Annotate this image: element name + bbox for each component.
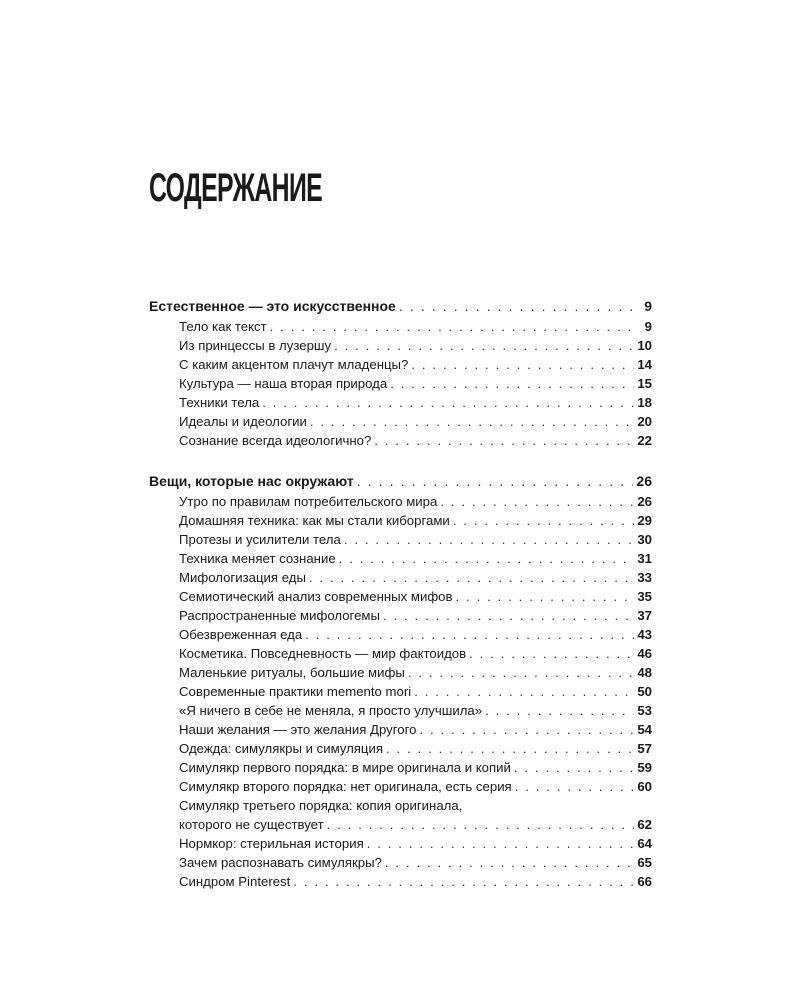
leader-dots bbox=[419, 720, 634, 739]
leader-dots bbox=[408, 663, 635, 682]
toc-entry-title: Идеалы и идеологии bbox=[179, 414, 307, 429]
toc-page-number: 50 bbox=[637, 684, 652, 699]
toc-entry-title: Нормкор: стерильная история bbox=[179, 836, 364, 851]
leader-dots bbox=[374, 431, 634, 450]
page-title: СОДЕРЖАНИЕ bbox=[149, 166, 323, 210]
toc-entry[interactable] bbox=[149, 777, 652, 796]
table-of-contents bbox=[149, 295, 652, 891]
toc-page-number: 66 bbox=[637, 874, 652, 889]
toc-entry[interactable] bbox=[149, 625, 652, 644]
toc-entry[interactable] bbox=[149, 663, 652, 682]
toc-entry[interactable] bbox=[149, 587, 652, 606]
leader-dots bbox=[305, 625, 634, 644]
leader-dots bbox=[310, 412, 634, 431]
leader-dots bbox=[515, 777, 635, 796]
toc-entry-title: Синдром Pinterest bbox=[179, 874, 291, 889]
toc-page-number: 9 bbox=[644, 319, 652, 334]
leader-dots bbox=[293, 872, 634, 891]
leader-dots bbox=[383, 606, 634, 625]
leader-dots bbox=[469, 644, 634, 663]
toc-entry[interactable] bbox=[149, 374, 652, 393]
leader-dots bbox=[485, 701, 634, 720]
toc-entry-title: Мифологизация еды bbox=[179, 570, 306, 585]
toc-page-number: 9 bbox=[644, 298, 652, 314]
toc-entry-title: Современные практики memento mori bbox=[179, 684, 412, 699]
toc-entry[interactable] bbox=[149, 393, 652, 412]
toc-page-number: 65 bbox=[637, 855, 652, 870]
toc-entry[interactable] bbox=[149, 549, 652, 568]
toc-entry-title: Маленькие ритуалы, большие мифы bbox=[179, 665, 405, 680]
toc-page-number: 30 bbox=[637, 532, 652, 547]
toc-page-number: 33 bbox=[637, 570, 652, 585]
leader-dots bbox=[390, 374, 634, 393]
toc-entry[interactable] bbox=[149, 796, 652, 834]
toc-page-number: 59 bbox=[637, 760, 652, 775]
leader-dots bbox=[386, 739, 634, 758]
toc-entry-title: Утро по правилам потребительского мира bbox=[179, 494, 438, 509]
toc-entry-title: Зачем распознавать симулякры? bbox=[179, 855, 382, 870]
toc-entry-title: С каким акцентом плачут младенцы? bbox=[179, 357, 409, 372]
leader-dots bbox=[414, 682, 634, 701]
leader-dots bbox=[327, 815, 635, 834]
toc-entry-title: Техника меняет сознание bbox=[179, 551, 336, 566]
toc-entry[interactable] bbox=[149, 492, 652, 511]
toc-page-number: 37 bbox=[637, 608, 652, 623]
toc-entry-title: «Я ничего в себе не меняла, я просто улучшила» bbox=[179, 703, 483, 718]
toc-entry[interactable] bbox=[149, 834, 652, 853]
toc-page-number: 26 bbox=[636, 473, 652, 489]
toc-entry-title: Из принцессы в лузершу bbox=[179, 338, 332, 353]
toc-entry-title: Наши желания — это желания Другого bbox=[179, 722, 417, 737]
toc-page-number: 35 bbox=[637, 589, 652, 604]
leader-dots bbox=[270, 317, 635, 336]
toc-page-number: 57 bbox=[637, 741, 652, 756]
toc-page-number: 60 bbox=[637, 779, 652, 794]
toc-entry[interactable] bbox=[149, 317, 652, 336]
toc-page-number: 18 bbox=[637, 395, 652, 410]
toc-page-number: 15 bbox=[637, 376, 652, 391]
toc-entry[interactable] bbox=[149, 530, 652, 549]
toc-entry[interactable] bbox=[149, 853, 652, 872]
toc-entry[interactable] bbox=[149, 412, 652, 431]
leader-dots bbox=[262, 393, 634, 412]
toc-section-title: Естественное — это искусственное bbox=[149, 298, 396, 314]
toc-page-number: 54 bbox=[637, 722, 652, 737]
toc-page-number: 31 bbox=[637, 551, 652, 566]
toc-page-number: 64 bbox=[637, 836, 652, 851]
toc-page-number: 20 bbox=[637, 414, 652, 429]
leader-dots bbox=[456, 587, 635, 606]
toc-entry[interactable] bbox=[149, 568, 652, 587]
toc-page-number: 22 bbox=[637, 433, 652, 448]
toc-page-number: 26 bbox=[637, 494, 652, 509]
toc-entry-title: Сознание всегда идеологично? bbox=[179, 433, 372, 448]
leader-dots bbox=[411, 355, 634, 374]
toc-entry-title: Обезвреженная еда bbox=[179, 627, 303, 642]
leader-dots bbox=[453, 511, 635, 530]
toc-page-number: 14 bbox=[637, 357, 652, 372]
toc-page-number: 46 bbox=[637, 646, 652, 661]
toc-page-number: 29 bbox=[637, 513, 652, 528]
toc-section-2 bbox=[149, 470, 652, 891]
leader-dots bbox=[440, 492, 634, 511]
toc-section-heading[interactable] bbox=[149, 470, 652, 492]
toc-entry[interactable] bbox=[149, 758, 652, 777]
toc-entry[interactable] bbox=[149, 682, 652, 701]
leader-dots bbox=[385, 853, 634, 872]
toc-entry-title-continued: которого не существует bbox=[179, 817, 324, 832]
leader-dots bbox=[514, 758, 634, 777]
toc-section-title: Вещи, которые нас окружают bbox=[149, 473, 354, 489]
toc-section-heading[interactable] bbox=[149, 295, 652, 317]
toc-section-1 bbox=[149, 295, 652, 450]
toc-page-number: 48 bbox=[637, 665, 652, 680]
leader-dots bbox=[367, 834, 635, 853]
toc-entry[interactable] bbox=[149, 431, 652, 450]
toc-entry-title: Тело как текст bbox=[179, 319, 267, 334]
toc-entry-title: Распространенные мифологемы bbox=[179, 608, 380, 623]
toc-page-number: 43 bbox=[637, 627, 652, 642]
toc-entry-title: Симулякр третьего порядка: копия оригинала, bbox=[179, 798, 463, 813]
leader-dots bbox=[344, 530, 635, 549]
toc-entry[interactable] bbox=[149, 511, 652, 530]
toc-entry[interactable] bbox=[149, 701, 652, 720]
toc-entry-title: Симулякр первого порядка: в мире оригинала и копий bbox=[179, 760, 511, 775]
toc-entry-title: Семиотический анализ современных мифов bbox=[179, 589, 453, 604]
toc-entry[interactable] bbox=[149, 336, 652, 355]
toc-entry-title: Одежда: симулякры и симуляция bbox=[179, 741, 383, 756]
toc-entry-title: Культура — наша вторая природа bbox=[179, 376, 388, 391]
toc-entry-title: Протезы и усилители тела bbox=[179, 532, 341, 547]
toc-entry[interactable] bbox=[149, 739, 652, 758]
leader-dots bbox=[339, 549, 635, 568]
leader-dots bbox=[334, 336, 634, 355]
toc-entry[interactable] bbox=[149, 606, 652, 625]
toc-page-number: 53 bbox=[637, 703, 652, 718]
toc-entry-title: Домашняя техника: как мы стали киборгами bbox=[179, 513, 450, 528]
toc-entry[interactable] bbox=[149, 872, 652, 891]
toc-entry-title: Техники тела bbox=[179, 395, 260, 410]
toc-entry[interactable] bbox=[149, 720, 652, 739]
toc-entry[interactable] bbox=[149, 644, 652, 663]
toc-page-number: 10 bbox=[637, 338, 652, 353]
leader-dots bbox=[357, 470, 634, 492]
toc-entry[interactable] bbox=[149, 355, 652, 374]
toc-entry-title: Косметика. Повседневность — мир фактоидов bbox=[179, 646, 467, 661]
leader-dots bbox=[309, 568, 634, 587]
toc-page-number: 62 bbox=[637, 817, 652, 832]
leader-dots bbox=[399, 295, 635, 317]
toc-entry-title: Симулякр второго порядка: нет оригинала, есть серия bbox=[179, 779, 512, 794]
